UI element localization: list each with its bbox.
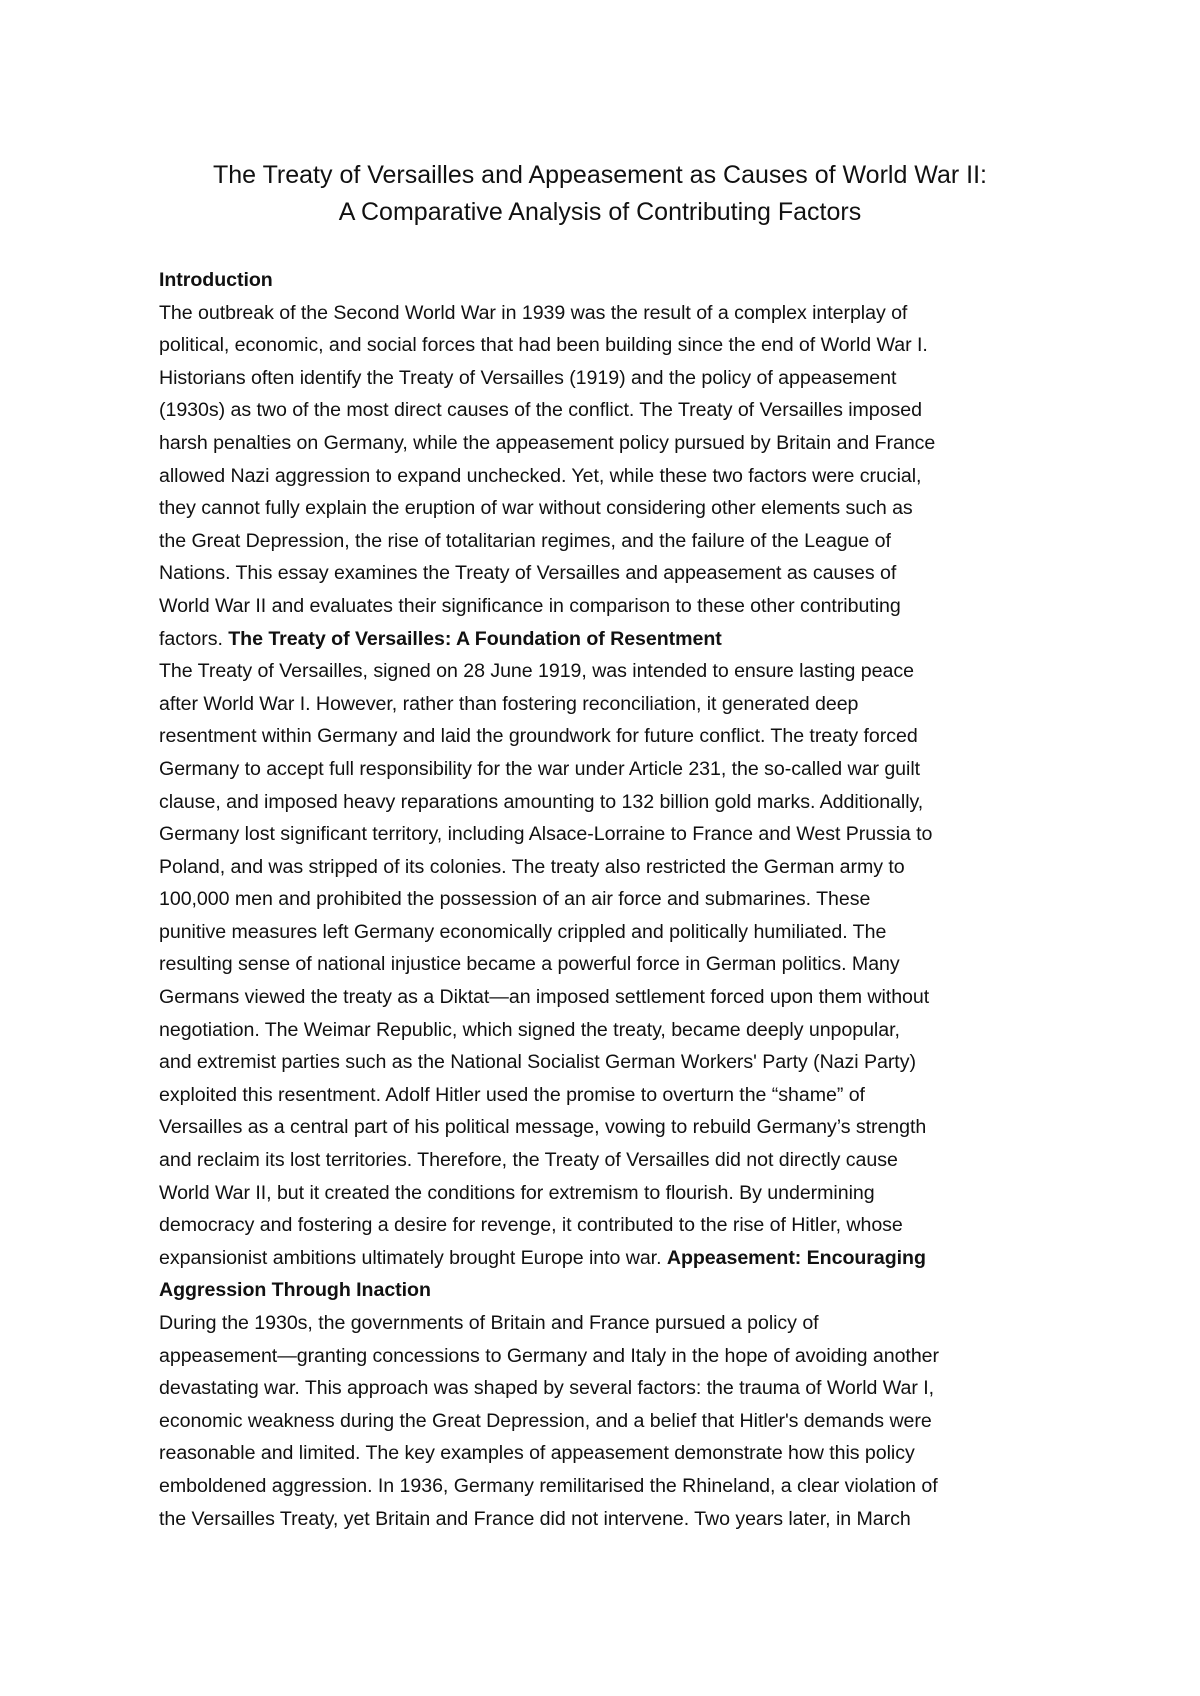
paragraph-text: democracy and fostering a desire for revenge, it contributed to the rise of Hitler, whose [159, 1214, 903, 1237]
paragraph-text: the Great Depression, the rise of totalitarian regimes, and the failure of the League of [159, 529, 891, 552]
title-line: A Comparative Analysis of Contributing Factors [338, 198, 862, 226]
paragraph-text: they cannot fully explain the eruption of war without considering other elements such as [159, 497, 913, 520]
paragraph-text: resulting sense of national injustice became a powerful force in German politics. Many [159, 953, 900, 976]
paragraph-text: Nations. This essay examines the Treaty of Versailles and appeasement as causes of [159, 562, 897, 585]
text-line [159, 818, 1059, 851]
paragraph-text: after World War I. However, rather than fostering reconciliation, it generated deep [159, 692, 859, 715]
paragraph-text: appeasement—granting concessions to Germany and Italy in the hope of avoiding another [159, 1344, 939, 1367]
section-heading: The Treaty of Versailles: A Foundation of Resentment [228, 627, 722, 650]
text-line [159, 786, 1059, 819]
text-line [159, 720, 1059, 753]
paragraph-text: and extremist parties such as the National Socialist German Workers' Party (Nazi Party) [159, 1051, 916, 1074]
text-line [159, 1437, 1059, 1470]
paragraph-text: allowed Nazi aggression to expand unchecked. Yet, while these two factors were crucial, [159, 464, 922, 487]
paragraph-text: the Versailles Treaty, yet Britain and France did not intervene. Two years later, in March [159, 1507, 911, 1530]
paragraph-text: political, economic, and social forces that had been building since the end of World War I. [159, 334, 928, 357]
paragraph-text: During the 1930s, the governments of Britain and France pursued a policy of [159, 1312, 819, 1334]
section-heading: Introduction [159, 269, 273, 291]
paragraph-text: The outbreak of the Second World War in 1939 was the result of a complex interplay of [159, 301, 908, 324]
paragraph-text: Germany lost significant territory, including Alsace-Lorraine to France and West Prussia to [159, 823, 933, 846]
paragraph-text: reasonable and limited. The key examples of appeasement demonstrate how this policy [159, 1442, 915, 1465]
text-line [159, 1470, 1059, 1503]
document-title [100, 157, 1100, 231]
text-line [159, 1405, 1059, 1438]
text-line [159, 883, 1059, 916]
text-line [159, 1242, 1059, 1275]
section-heading: Aggression Through Inaction [159, 1279, 431, 1302]
text-line [159, 655, 1059, 688]
text-line [159, 688, 1059, 721]
paragraph-text: Germans viewed the treaty as a Diktat—an imposed settlement forced upon them without [159, 986, 930, 1009]
text-line [159, 753, 1059, 786]
text-line [159, 981, 1059, 1014]
paragraph-text: (1930s) as two of the most direct causes of the conflict. The Treaty of Versailles imposed [159, 399, 922, 422]
paragraph-text: Poland, and was stripped of its colonies. The treaty also restricted the German army to [159, 855, 905, 878]
text-line [159, 329, 1059, 362]
title-line: The Treaty of Versailles and Appeasement as Causes of World War II: [213, 161, 987, 189]
text-line [159, 851, 1059, 884]
text-line [159, 297, 1059, 330]
text-line [159, 948, 1059, 981]
text-line [159, 394, 1059, 427]
text-line [159, 1014, 1059, 1047]
paragraph-text: emboldened aggression. In 1936, Germany remilitarised the Rhineland, a clear violation of [159, 1474, 938, 1497]
paragraph-text: World War II, but it created the conditions for extremism to flourish. By undermining [159, 1181, 875, 1204]
paragraph-text: The Treaty of Versailles, signed on 28 June 1919, was intended to ensure lasting peace [159, 660, 914, 683]
text-line [159, 1307, 1059, 1340]
paragraph-text: exploited this resentment. Adolf Hitler used the promise to overturn the “shame” of [159, 1083, 865, 1106]
paragraph-text: expansionist ambitions ultimately brought Europe into war. [159, 1246, 667, 1269]
text-line [159, 362, 1059, 395]
text-line [159, 427, 1059, 460]
text-line [159, 590, 1059, 623]
paragraph-text: devastating war. This approach was shaped by several factors: the trauma of World War I, [159, 1377, 935, 1400]
paragraph-text: and reclaim its lost territories. Therefore, the Treaty of Versailles did not directly cause [159, 1149, 898, 1172]
text-line [159, 1079, 1059, 1112]
paragraph-text: economic weakness during the Great Depression, and a belief that Hitler's demands were [159, 1409, 932, 1432]
paragraph-text: resentment within Germany and laid the groundwork for future conflict. The treaty forced [159, 725, 918, 748]
paragraph-text: clause, and imposed heavy reparations amounting to 132 billion gold marks. Additionally, [159, 790, 924, 813]
text-line [159, 623, 1059, 656]
text-line [159, 1144, 1059, 1177]
text-line [159, 1046, 1059, 1079]
paragraph-text: Versailles as a central part of his political message, vowing to rebuild Germany’s strength [159, 1116, 927, 1139]
paragraph-text: harsh penalties on Germany, while the appeasement policy pursued by Britain and France [159, 431, 936, 454]
text-line [159, 1111, 1059, 1144]
text-line [159, 557, 1059, 590]
section-heading: Appeasement: Encouraging [666, 1246, 926, 1269]
text-line [159, 916, 1059, 949]
text-line [159, 1209, 1059, 1242]
text-line [159, 525, 1059, 558]
paragraph-text: Germany to accept full responsibility for the war under Article 231, the so-called war guilt [159, 757, 921, 780]
paragraph-text: Historians often identify the Treaty of Versailles (1919) and the policy of appeasement [159, 366, 897, 389]
text-line [159, 1503, 1059, 1536]
paragraph-text: punitive measures left Germany economically crippled and politically humiliated. The [159, 920, 887, 943]
text-line [159, 1340, 1059, 1373]
text-line [159, 460, 1059, 493]
text-line [159, 1274, 1059, 1307]
text-line [159, 264, 1059, 297]
document-body [159, 264, 1059, 1535]
paragraph-text: 100,000 men and prohibited the possession of an air force and submarines. These [159, 888, 871, 911]
paragraph-text: World War II and evaluates their significance in comparison to these other contributing [159, 594, 901, 617]
text-line [159, 1177, 1059, 1210]
paragraph-text: factors. [159, 627, 229, 650]
paragraph-text: negotiation. The Weimar Republic, which signed the treaty, became deeply unpopular, [159, 1018, 900, 1041]
text-line [159, 1372, 1059, 1405]
text-line [159, 492, 1059, 525]
